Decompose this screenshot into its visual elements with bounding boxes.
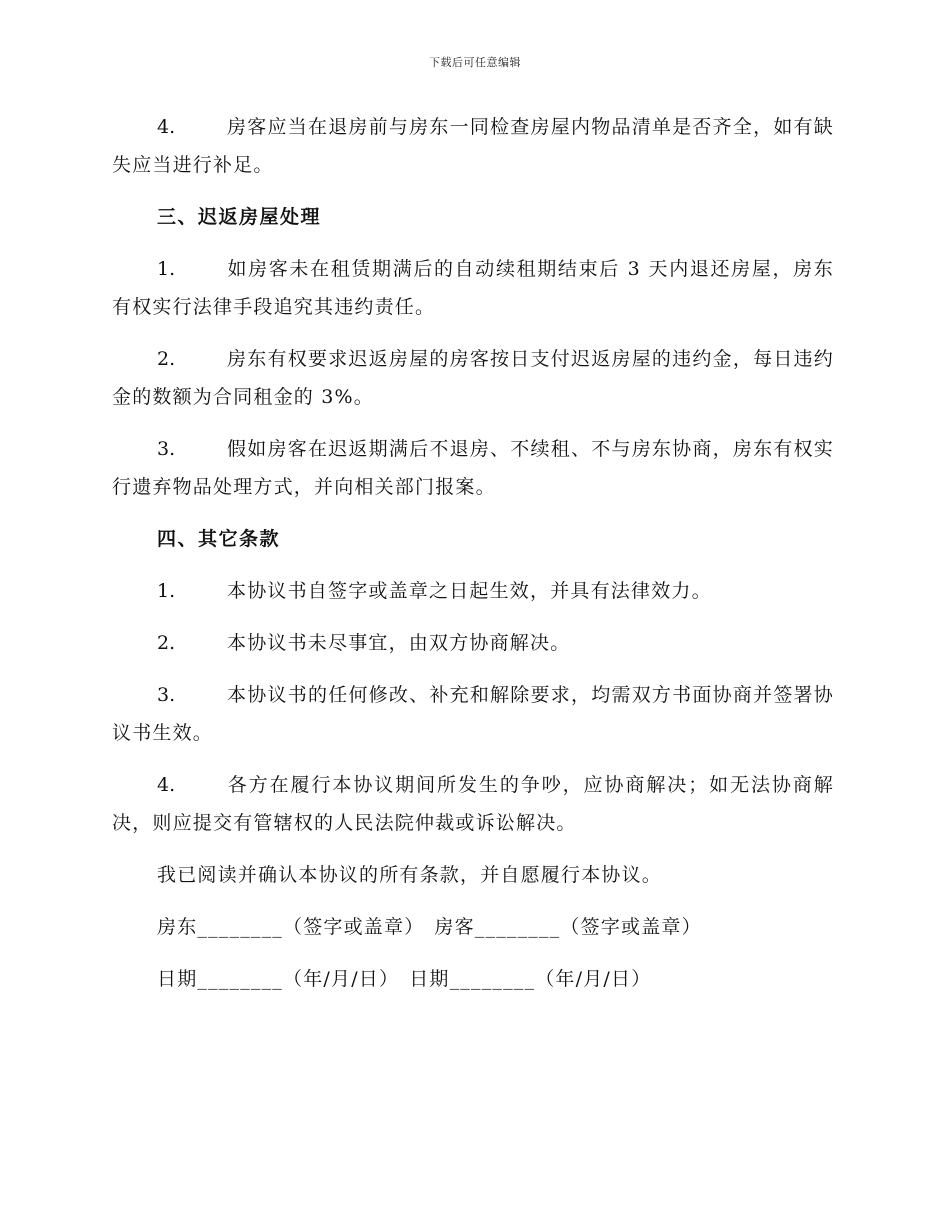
- clause-3-2: [112, 340, 834, 416]
- clause-number: 3.: [157, 684, 176, 706]
- clause-4-1: [112, 572, 834, 610]
- clause-text: 假如房客在迟返期满后不退房、不续租、不与房东协商，房东有权实行遗弃物品处理方式，并向相关部门报案。: [112, 438, 834, 498]
- signature-line: [112, 908, 834, 946]
- clause-text: 房客应当在退房前与房东一同检查房屋内物品清单是否齐全，如有缺失应当进行补足。: [112, 116, 834, 176]
- clause-3-1: [112, 250, 834, 326]
- clause-text: 本协议书的任何修改、补充和解除要求，均需双方书面协商并签署协议书生效。: [112, 684, 834, 744]
- clause-number: 2.: [157, 632, 176, 654]
- clause-number: 2.: [157, 348, 176, 370]
- confirmation-statement: 我已阅读并确认本协议的所有条款，并自愿履行本协议。: [157, 864, 663, 886]
- clause-3-3: [112, 430, 834, 506]
- document-body: [112, 108, 834, 1012]
- tenant-signature: 房客________（签字或盖章）: [434, 916, 702, 938]
- clause-text: 房东有权要求迟返房屋的房客按日支付迟返房屋的违约金，每日违约金的数额为合同租金的 3%。: [112, 348, 834, 408]
- date-line: [112, 960, 834, 998]
- page-header: 下载后可任意编辑: [429, 56, 521, 69]
- clause-text: 如房客未在租赁期满后的自动续租期结束后 3 天内退还房屋，房东有权实行法律手段追究其违约责任。: [112, 258, 834, 318]
- section-3-title: 三、迟返房屋处理: [157, 206, 322, 228]
- landlord-signature: 房东________（签字或盖章）: [157, 916, 425, 938]
- clause-text: 各方在履行本协议期间所发生的争吵，应协商解决；如无法协商解决，则应提交有管辖权的人民法院仲裁或诉讼解决。: [112, 774, 834, 834]
- clause-number: 4.: [157, 774, 176, 796]
- clause-4-4: [112, 766, 834, 842]
- clause-4-2: [112, 624, 834, 662]
- clause-number: 4.: [157, 116, 176, 138]
- clause-text: 本协议书未尽事宜，由双方协商解决。: [227, 632, 571, 654]
- clause-4-3: [112, 676, 834, 752]
- clause-number: 3.: [157, 438, 176, 460]
- clause-number: 1.: [157, 258, 176, 280]
- clause-number: 1.: [157, 580, 176, 602]
- landlord-date: 日期________（年/月/日）: [157, 968, 400, 990]
- tenant-date: 日期________（年/月/日）: [409, 968, 652, 990]
- clause-2-4: [112, 108, 834, 184]
- section-4-title: 四、其它条款: [157, 528, 281, 550]
- clause-text: 本协议书自签字或盖章之日起生效，并具有法律效力。: [227, 580, 712, 602]
